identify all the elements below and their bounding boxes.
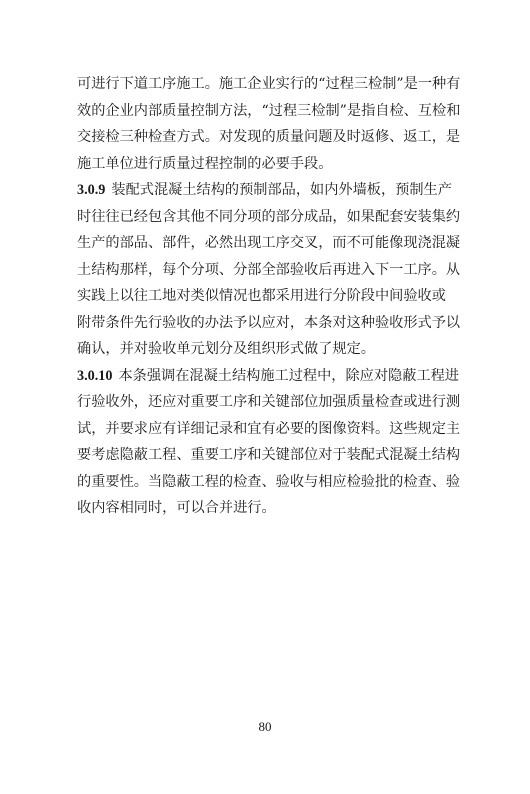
paragraph-line: 收内容相同时，可以合并进行。 — [77, 500, 276, 516]
paragraph-line: 试，并要求应有详细记录和宜有必要的图像资料。这些规定主 — [77, 420, 461, 437]
clause-text: 装配式混凝土结构的预制部品，如内外墙板，预制生产 — [111, 182, 452, 198]
paragraph-line: 交接检三种检查方式。对发现的质量问题及时返修、返工，是 — [77, 129, 461, 145]
body-text — [77, 71, 459, 522]
paragraph-line: 确认，并对验收单元划分及组织形式做了规定。 — [77, 341, 375, 357]
paragraph-line: 生产的部品、部件，必然出现工序交叉，而不可能像现浇混凝 — [77, 235, 461, 251]
paragraph-line: 时往往已经包含其他不同分项的部分成品，如果配套安装集约 — [77, 208, 461, 225]
paragraph-line: 可进行下道工序施工。施工企业实行的“过程三检制”是一种有 — [77, 76, 461, 92]
paragraph-line: 行验收外，还应对重要工序和关键部位加强质量检查或进行测 — [77, 394, 461, 410]
clause-number: 3.0.9 — [77, 182, 106, 198]
clause-3-0-9-first-line — [77, 177, 459, 204]
page-number: 80 — [258, 719, 272, 734]
paragraph-line: 实践上以往工地对类似情况也都采用进行分阶段中间验收或 — [77, 288, 446, 304]
paragraph-line: 土结构那样，每个分项、分部全部验收后再进入下一工序。从 — [77, 261, 461, 278]
paragraph-line: 附带条件先行验收的办法予以应对，本条对这种验收形式予以 — [77, 314, 461, 331]
paragraph-line: 施工单位进行质量过程控制的必要手段。 — [77, 155, 333, 172]
paragraph-line: 的重要性。当隐蔽工程的检查、验收与相应检验批的检查、验 — [77, 473, 461, 490]
paragraph-line: 效的企业内部质量控制方法，“过程三检制”是指自检、互检和 — [77, 102, 461, 119]
paragraph-line: 要考虑隐蔽工程、重要工序和关键部位对于装配式混凝土结构 — [77, 447, 461, 463]
clause-3-0-10-first-line — [77, 363, 459, 390]
clause-text: 本条强调在混凝土结构施工过程中，除应对隐蔽工程进 — [118, 367, 459, 384]
clause-number: 3.0.10 — [77, 367, 113, 384]
